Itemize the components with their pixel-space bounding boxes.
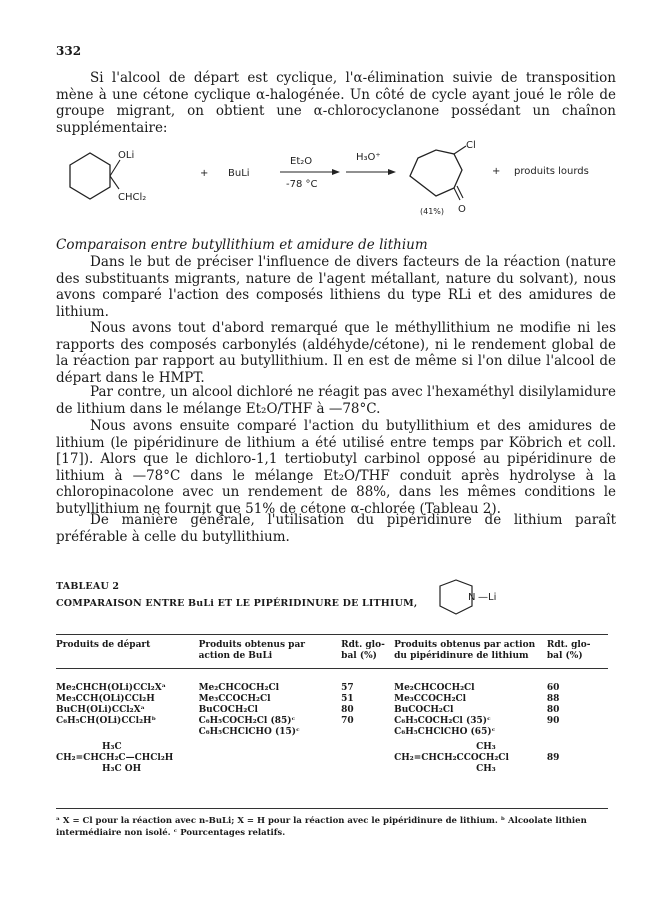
table-footnote: ᵃ X = Cl pour la réaction avec n-BuLi; X = H pour la réaction avec le pipéridinure de lithium. ᵇ Alcoolate lithien intermédiaire non isolé. ᶜ Pourcentages relatifs. <box>56 816 587 838</box>
table-title: COMPARAISON ENTRE BuLi ET LE PIPÉRIDINURE DE LITHIUM, <box>56 598 418 609</box>
section-title: Comparaison entre butyllithium et amidure de lithium <box>56 237 428 253</box>
paragraph-1: Dans le but de préciser l'influence de divers facteurs de la réaction (nature des substituants migrants, nature de l'agent métallant, nature du solvant), nous avons comparé l'action des composés lithiens du type RLi et des amidures de lithium. <box>56 254 616 320</box>
cell: BuCH(OLi)CCl₂Xᵃ <box>56 704 145 715</box>
cell: Me₃CCOCH₂Cl <box>394 693 467 704</box>
byproduct-label: produits lourds <box>514 166 589 177</box>
cell <box>341 727 394 738</box>
reaction-scheme <box>56 140 616 232</box>
chcl2-label: CHCl₂ <box>118 192 147 203</box>
cell: Me₃CCH(OLi)CCl₂H <box>56 693 155 704</box>
cell: 80 <box>546 704 560 715</box>
table-top-rule <box>56 634 608 635</box>
cell: 80 <box>341 704 354 715</box>
cell <box>56 727 199 738</box>
cell <box>547 727 608 738</box>
oli-label: OLi <box>118 150 135 161</box>
cell: BuCOCH₂Cl <box>198 704 258 715</box>
cell: 90 <box>546 715 560 726</box>
struct-left-top: H₃C <box>102 741 122 752</box>
condition-bottom: -78 °C <box>286 179 318 190</box>
header-buli: Produits obtenus par action de BuLi <box>198 640 306 661</box>
header-yield-pip: Rdt. glo- bal (%) <box>546 640 591 661</box>
table-row <box>56 705 608 716</box>
table-row <box>56 716 608 727</box>
o-label: O <box>458 204 466 215</box>
cell: 57 <box>341 682 354 693</box>
structure-left <box>56 738 199 775</box>
table-row <box>56 727 608 738</box>
paragraph-2: Nous avons tout d'abord remarqué que le méthyllithium ne modifie ni les rapports des composés carbonylés (aldéhyde/cétone), ni le rendement global de la réaction par rapport au butyllithium. Il en est de même si l'on dilue l'alcool de départ dans le HMPT. <box>56 320 616 386</box>
struct-right-main: CH₂=CHCH₂CCOCH₂Cl <box>394 752 509 763</box>
cell: 70 <box>341 715 354 726</box>
table-header-row <box>56 640 608 669</box>
table-bottom-rule <box>56 808 608 809</box>
cell: Me₂CHCH(OLi)CCl₂Xᵃ <box>56 682 166 693</box>
cl-label: Cl <box>466 140 476 151</box>
intro-paragraph: Si l'alcool de départ est cyclique, l'α-élimination suivie de transposition mène à une cétone cyclique α-halogénée. Un côté de cycle ayant joué le rôle de groupe migrant, on obtient une α-chlorocyclanone possédant un chaînon supplémentaire: <box>56 70 616 136</box>
cell: C₆H₅CHClCHO (15)ᶜ <box>198 726 300 737</box>
condition-top: Et₂O <box>290 156 313 167</box>
cell: BuCOCH₂Cl <box>394 704 454 715</box>
plus-sign-2: + <box>492 166 501 177</box>
paragraph-4: Nous avons ensuite comparé l'action du butyllithium et des amidures de lithium (le pipéridinure de lithium a été utilisé entre temps par Köbrich et coll. [17]). Alors que le dichloro-1,1 tertiobutyl carbinol opposé au pipéridinure de lithium à —78°C dans le mélange Et₂O/THF conduit après hydrolyse à la chloropinacolone avec un rendement de 88%, dans les mêmes conditions le butyllithium ne fournit que 51% de cétone α-chlorée (Tableau 2). <box>56 418 616 517</box>
h3o-label: H₃O⁺ <box>356 152 381 163</box>
table-row-structure <box>56 738 608 775</box>
header-yield-buli: Rdt. glo- bal (%) <box>341 640 385 661</box>
struct-right-yield: 89 <box>546 752 560 763</box>
struct-right-top: CH₃ <box>476 741 496 752</box>
struct-right-bottom: CH₃ <box>476 763 496 774</box>
buli-label: BuLi <box>228 168 250 179</box>
cell: Me₂CHCOCH₂Cl <box>198 682 280 693</box>
table-row <box>56 683 608 694</box>
cell: 88 <box>546 693 560 704</box>
structure-right <box>394 738 547 775</box>
cell: 60 <box>546 682 560 693</box>
piperidine-n: N <box>468 592 476 603</box>
struct-left-bottom: H₃C OH <box>102 763 142 774</box>
header-start: Produits de départ <box>56 640 151 650</box>
page-number: 332 <box>56 44 82 58</box>
piperidine-li: —Li <box>478 592 497 603</box>
paragraph-3: Par contre, un alcool dichloré ne réagit pas avec l'hexaméthyl disilylamidure de lithium dans le mélange Et₂O/THF à —78°C. <box>56 384 616 417</box>
table-label: TABLEAU 2 <box>56 581 120 592</box>
yield-label: (41%) <box>420 207 445 216</box>
comparison-table <box>56 640 608 775</box>
cell: C₆H₅CH(OLi)CCl₂Hᵇ <box>56 715 156 726</box>
cell: C₆H₅COCH₂Cl (35)ᶜ <box>394 715 491 726</box>
cell: C₆H₅COCH₂Cl (85)ᶜ <box>198 715 296 726</box>
piperidine-structure <box>424 578 504 622</box>
cell: 51 <box>341 693 354 704</box>
table-caption <box>56 580 417 610</box>
plus-sign: + <box>200 168 209 179</box>
table-row <box>56 694 608 705</box>
struct-left-main: CH₂=CHCH₂C—CHCl₂H <box>56 752 174 763</box>
paragraph-5: De manière générale, l'utilisation du pipéridinure de lithium paraît préférable à celle du butyllithium. <box>56 512 616 545</box>
cell: Me₃CCOCH₂Cl <box>198 693 271 704</box>
cell: Me₂CHCOCH₂Cl <box>394 682 475 693</box>
cell: C₆H₅CHClCHO (65)ᶜ <box>394 726 496 737</box>
cyclohexane-ring <box>70 153 110 199</box>
header-pip: Produits obtenus par action du pipéridinure de lithium <box>394 640 536 661</box>
